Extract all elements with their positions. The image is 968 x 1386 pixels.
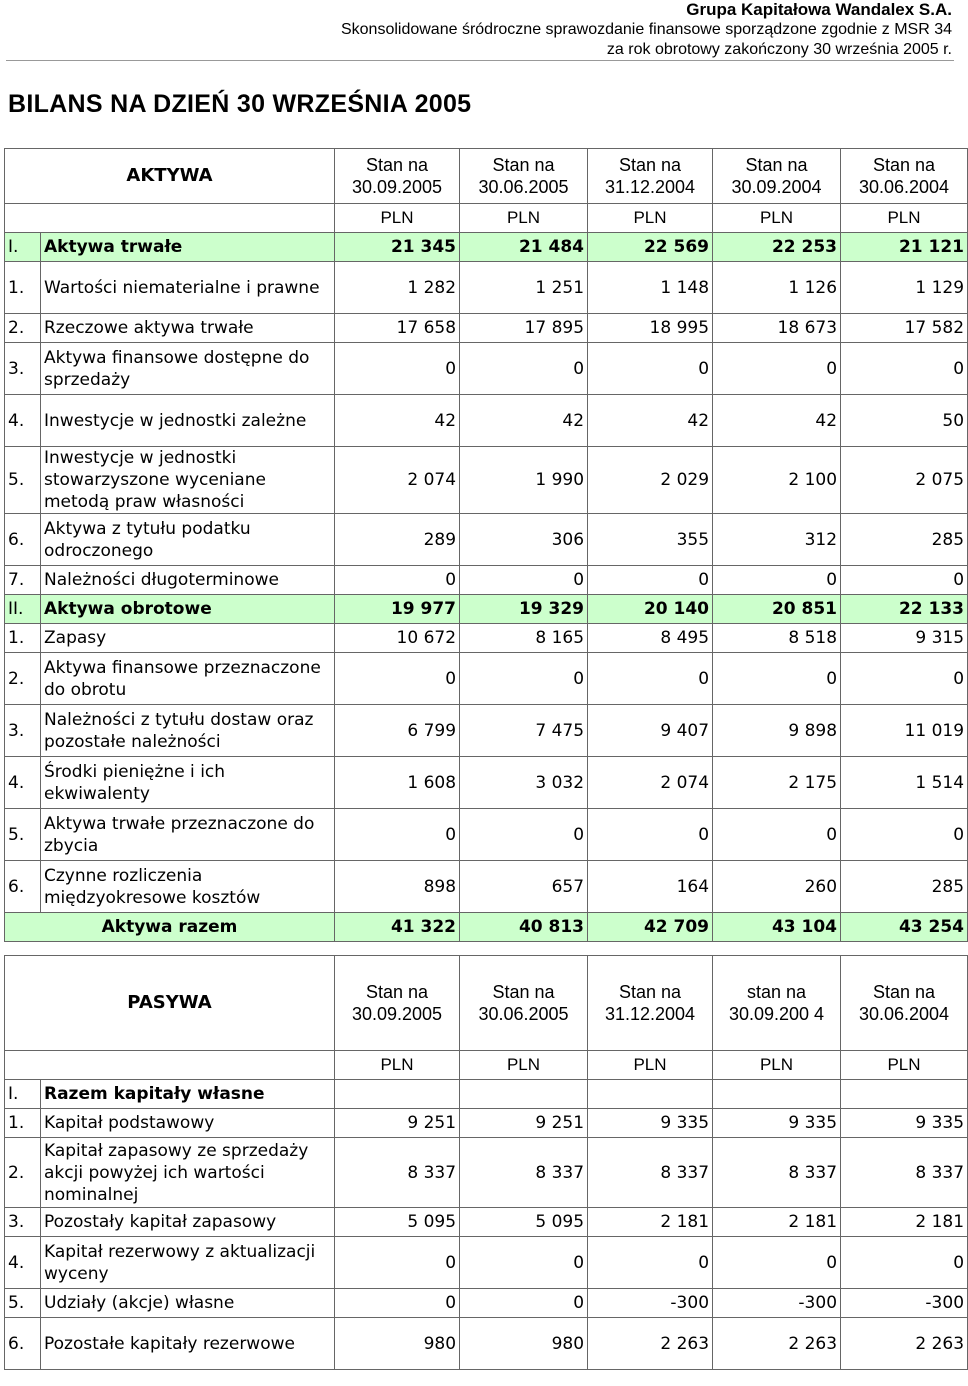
assets-total-value: 43 104 [713,913,841,942]
row-value: 2 100 [713,447,841,514]
row-value: 2 075 [841,447,968,514]
assets-total-value: 41 322 [335,913,460,942]
assets-total-value: 42 709 [588,913,713,942]
column-header [841,149,968,204]
assets-total-row [5,913,968,942]
column-header-line1: Stan na [618,982,682,1002]
table-row [5,1289,968,1318]
row-number: 4. [5,1237,41,1289]
assets-currency-row [5,204,968,233]
row-value: 21 345 [335,233,460,262]
table-row [5,314,968,343]
row-value: 8 337 [841,1138,968,1208]
column-header-date: 30.09.2005 [351,1004,443,1024]
row-value: 0 [588,809,713,861]
column-header-date: 30.09.200 4 [728,1004,825,1024]
row-value: 8 337 [335,1138,460,1208]
currency-label: PLN [841,204,968,233]
row-value: 11 019 [841,705,968,757]
row-label: Aktywa z tytułu podatku odroczonego [41,514,335,566]
table-row [5,624,968,653]
row-value: 2 029 [588,447,713,514]
column-header-line1: Stan na [872,155,936,175]
column-header-date: 30.06.2004 [858,177,950,197]
row-value: 42 [460,395,588,447]
row-value: 9 407 [588,705,713,757]
column-header-date: 31.12.2004 [604,1004,696,1024]
table-row [5,1318,968,1370]
row-value: 42 [588,395,713,447]
row-value: 1 514 [841,757,968,809]
column-header-line1: Stan na [365,155,429,175]
table-row [5,1080,968,1109]
row-value: 355 [588,514,713,566]
table-row [5,566,968,595]
row-label: Inwestycje w jednostki zależne [41,395,335,447]
row-value: 980 [460,1318,588,1370]
assets-total-label: Aktywa razem [5,913,335,942]
row-value: 0 [841,1237,968,1289]
row-value: 19 329 [460,595,588,624]
row-value: 10 672 [335,624,460,653]
row-value: -300 [713,1289,841,1318]
row-label: Aktywa trwałe [41,233,335,262]
row-value: 2 181 [713,1208,841,1237]
row-value: 42 [335,395,460,447]
row-label: Kapitał zapasowy ze sprzedaży akcji powyżej ich wartości nominalnej [41,1138,335,1208]
column-header-line1: Stan na [618,155,682,175]
row-value: 260 [713,861,841,913]
liabilities-section-label: PASYWA [5,956,335,1051]
row-value: 0 [841,809,968,861]
row-label: Należności długoterminowe [41,566,335,595]
row-value: 21 484 [460,233,588,262]
row-value [841,1080,968,1109]
row-value: 2 263 [713,1318,841,1370]
table-row [5,1138,968,1208]
row-label: Aktywa trwałe przeznaczone do zbycia [41,809,335,861]
row-value: 2 074 [588,757,713,809]
row-value: 898 [335,861,460,913]
row-value: 0 [588,653,713,705]
table-row [5,1208,968,1237]
row-value: 8 337 [460,1138,588,1208]
table-row [5,705,968,757]
column-header [713,956,841,1051]
row-value: 289 [335,514,460,566]
liabilities-currency-row [5,1051,968,1080]
column-header [335,956,460,1051]
column-header-date: 30.09.2004 [731,177,822,197]
row-value: 0 [713,1237,841,1289]
row-number: I. [5,233,41,262]
row-value: 8 518 [713,624,841,653]
row-value: 9 335 [588,1109,713,1138]
column-header [335,149,460,204]
row-value: 5 095 [460,1208,588,1237]
row-value: 285 [841,861,968,913]
row-value [460,1080,588,1109]
row-value: 20 140 [588,595,713,624]
column-header-date: 30.06.2004 [858,1004,950,1024]
row-value: 7 475 [460,705,588,757]
row-value: 2 263 [841,1318,968,1370]
row-value: 1 990 [460,447,588,514]
row-value: 2 074 [335,447,460,514]
row-value: 0 [460,343,588,395]
table-row [5,595,968,624]
liabilities-table [4,955,968,1370]
column-header [460,956,588,1051]
row-label: Inwestycje w jednostki stowarzyszone wyceniane metodą praw własności [41,447,335,514]
header-divider [6,60,954,61]
row-value: 17 895 [460,314,588,343]
row-label: Razem kapitały własne [41,1080,335,1109]
row-value: 0 [460,653,588,705]
row-value: 0 [588,566,713,595]
row-value: 9 335 [841,1109,968,1138]
row-value: 2 175 [713,757,841,809]
row-number: 7. [5,566,41,595]
row-value: 0 [841,653,968,705]
column-header-date: 30.06.2005 [478,177,569,197]
row-number: I. [5,1080,41,1109]
currency-label: PLN [841,1051,968,1080]
row-value: 0 [460,1237,588,1289]
currency-label: PLN [713,1051,841,1080]
row-value: 0 [460,1289,588,1318]
row-number: 2. [5,314,41,343]
assets-table [4,148,968,942]
row-value: 980 [335,1318,460,1370]
row-value: 0 [713,343,841,395]
row-value: 9 315 [841,624,968,653]
row-value: 9 335 [713,1109,841,1138]
row-value: 0 [335,1289,460,1318]
report-subtitle-line1: Skonsolidowane śródroczne sprawozdanie finansowe sporządzone zgodnie z MSR 34 [340,21,952,38]
row-value: 17 658 [335,314,460,343]
row-label: Środki pieniężne i ich ekwiwalenty [41,757,335,809]
row-value: 1 251 [460,262,588,314]
row-value: 0 [460,566,588,595]
row-value: 1 129 [841,262,968,314]
row-value: 8 165 [460,624,588,653]
row-label: Rzeczowe aktywa trwałe [41,314,335,343]
column-header [588,149,713,204]
row-value: 9 898 [713,705,841,757]
assets-header-row [5,149,968,204]
row-label: Kapitał podstawowy [41,1109,335,1138]
row-value: 285 [841,514,968,566]
report-subtitle-line2: za rok obrotowy zakończony 30 września 2005 r. [606,41,952,58]
row-label: Czynne rozliczenia międzyokresowe kosztów [41,861,335,913]
row-value: -300 [841,1289,968,1318]
row-label: Kapitał rezerwowy z aktualizacji wyceny [41,1237,335,1289]
row-value: 19 977 [335,595,460,624]
row-value: 0 [460,809,588,861]
row-value [713,1080,841,1109]
row-value: 0 [335,653,460,705]
currency-label: PLN [460,204,588,233]
blank-cell [5,204,335,233]
table-row [5,861,968,913]
assets-total-value: 43 254 [841,913,968,942]
row-value: 22 133 [841,595,968,624]
table-row [5,447,968,514]
row-value: 21 121 [841,233,968,262]
row-value: 8 337 [588,1138,713,1208]
row-value: 0 [335,1237,460,1289]
table-row [5,653,968,705]
row-number: 4. [5,395,41,447]
row-value: 306 [460,514,588,566]
company-name: Grupa Kapitałowa Wandalex S.A. [686,0,952,19]
column-header-date: 31.12.2004 [604,177,696,197]
row-value: 5 095 [335,1208,460,1237]
table-row [5,1237,968,1289]
row-number: 5. [5,447,41,514]
row-number: II. [5,595,41,624]
column-header-line1: Stan na [872,982,936,1002]
table-row [5,757,968,809]
row-value: 2 181 [588,1208,713,1237]
row-value: 0 [713,566,841,595]
row-number: 3. [5,705,41,757]
row-value: 1 126 [713,262,841,314]
column-header-line1: Stan na [492,982,555,1002]
row-number: 5. [5,809,41,861]
row-value: 164 [588,861,713,913]
currency-label: PLN [713,204,841,233]
row-label: Pozostały kapitał zapasowy [41,1208,335,1237]
row-value: 6 799 [335,705,460,757]
row-label: Wartości niematerialne i prawne [41,262,335,314]
row-number: 6. [5,861,41,913]
row-value: 0 [841,343,968,395]
column-header [841,956,968,1051]
row-value: 0 [335,809,460,861]
assets-section-label: AKTYWA [5,149,335,204]
column-header-date: 30.06.2005 [478,1004,569,1024]
liabilities-header-row [5,956,968,1051]
table-row [5,514,968,566]
table-row [5,343,968,395]
currency-label: PLN [460,1051,588,1080]
row-number: 1. [5,1109,41,1138]
row-value: 22 253 [713,233,841,262]
row-value: 1 608 [335,757,460,809]
row-number: 6. [5,514,41,566]
assets-total-value: 40 813 [460,913,588,942]
table-row [5,809,968,861]
row-number: 1. [5,262,41,314]
row-label: Aktywa finansowe dostępne do sprzedaży [41,343,335,395]
row-label: Aktywa finansowe przeznaczone do obrotu [41,653,335,705]
row-value: 0 [335,343,460,395]
row-value: 1 148 [588,262,713,314]
row-value: 8 495 [588,624,713,653]
column-header [588,956,713,1051]
row-number: 3. [5,1208,41,1237]
column-header-line1: Stan na [745,155,808,175]
row-number: 2. [5,1138,41,1208]
blank-cell [5,1051,335,1080]
row-value: 50 [841,395,968,447]
row-value: 1 282 [335,262,460,314]
row-value: 0 [588,1237,713,1289]
row-value [335,1080,460,1109]
row-value: 0 [713,809,841,861]
column-header-date: 30.09.2005 [351,177,443,197]
column-header [460,149,588,204]
currency-label: PLN [588,1051,713,1080]
page-title: BILANS NA DZIEŃ 30 WRZEŚNIA 2005 [8,90,472,118]
column-header-line1: stan na [746,982,807,1002]
row-value: 0 [841,566,968,595]
row-number: 1. [5,624,41,653]
row-label: Aktywa obrotowe [41,595,335,624]
row-value: 3 032 [460,757,588,809]
row-value: 657 [460,861,588,913]
currency-label: PLN [335,204,460,233]
currency-label: PLN [588,204,713,233]
report-header [341,0,952,60]
row-label: Zapasy [41,624,335,653]
table-row [5,1109,968,1138]
table-row [5,233,968,262]
row-value: 0 [713,653,841,705]
row-number: 6. [5,1318,41,1370]
row-value: 9 251 [460,1109,588,1138]
currency-label: PLN [335,1051,460,1080]
row-label: Pozostałe kapitały rezerwowe [41,1318,335,1370]
row-number: 2. [5,653,41,705]
row-label: Należności z tytułu dostaw oraz pozostałe należności [41,705,335,757]
row-value: 22 569 [588,233,713,262]
table-row [5,262,968,314]
row-value: 2 181 [841,1208,968,1237]
row-value: 9 251 [335,1109,460,1138]
row-value: 2 263 [588,1318,713,1370]
column-header [713,149,841,204]
row-value: 20 851 [713,595,841,624]
row-value: 42 [713,395,841,447]
row-value: 0 [335,566,460,595]
row-number: 5. [5,1289,41,1318]
row-value: 312 [713,514,841,566]
row-label: Udziały (akcje) własne [41,1289,335,1318]
row-value: 18 673 [713,314,841,343]
row-value: 18 995 [588,314,713,343]
row-number: 3. [5,343,41,395]
column-header-line1: Stan na [492,155,555,175]
row-value: -300 [588,1289,713,1318]
row-number: 4. [5,757,41,809]
row-value [588,1080,713,1109]
row-value: 17 582 [841,314,968,343]
table-row [5,395,968,447]
row-value: 8 337 [713,1138,841,1208]
column-header-line1: Stan na [365,982,429,1002]
row-value: 0 [588,343,713,395]
